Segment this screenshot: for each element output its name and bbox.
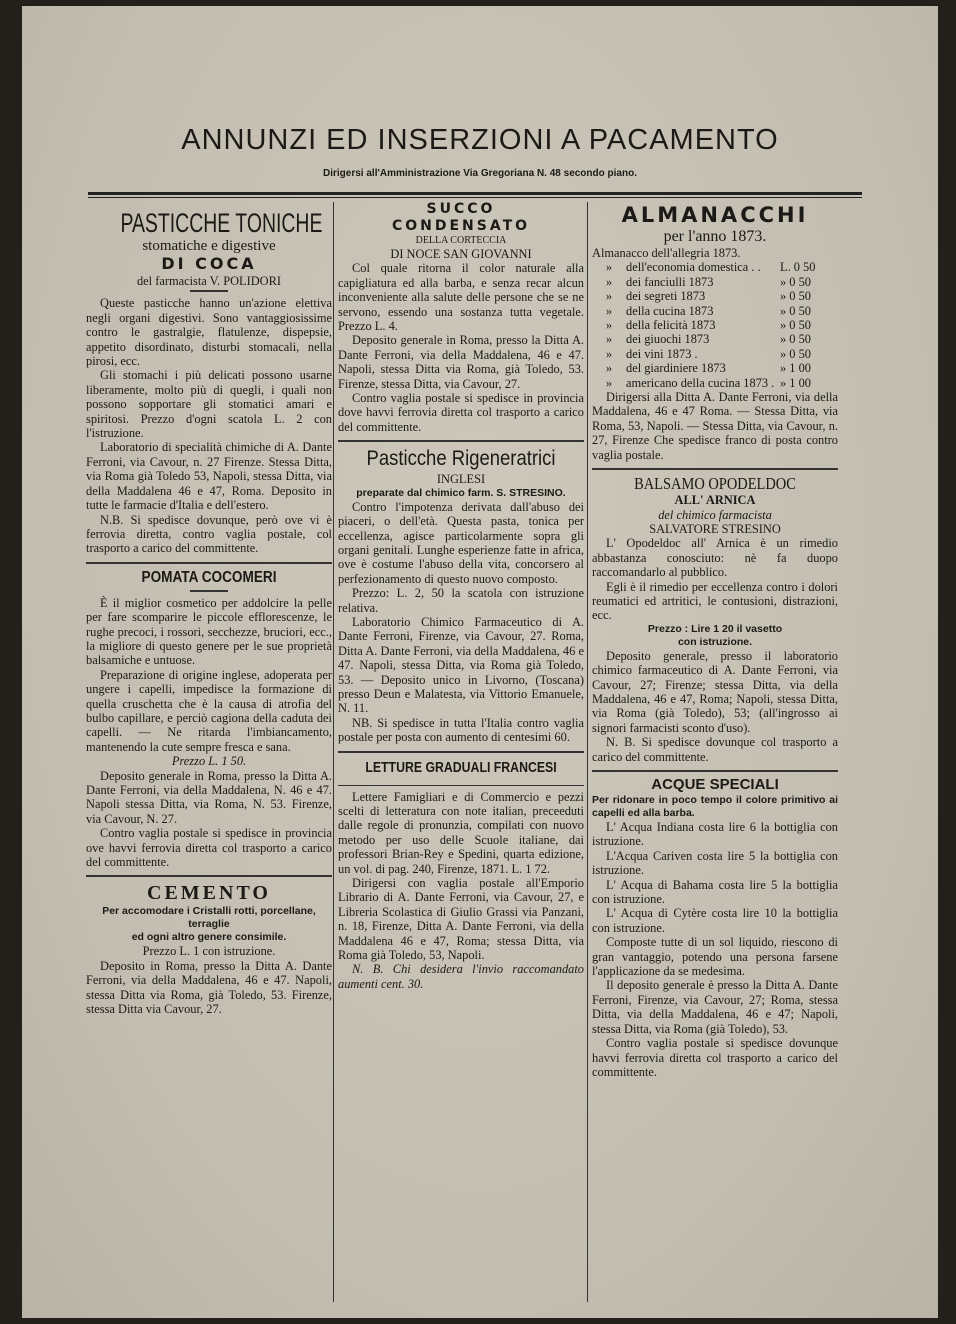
ad-paragraph: L' Acqua di Bahama costa lire 5 la bottiglia con istruzione. — [592, 877, 838, 907]
ad-paragraph: Deposito generale in Roma, presso la Ditta A. Dante Ferroni, via della Maddalena, N. 46 e 47. Napoli stessa Ditta, via Roma, N. 53. Firenze, via Cavour, N. 27. — [86, 768, 332, 826]
section-rule — [338, 751, 584, 753]
almanac-row — [592, 347, 838, 361]
almanac-title: dei vini 1873 . — [626, 346, 698, 361]
almanac-price: » 0 50 — [780, 346, 811, 361]
ad-title: Pasticche Rigeneratrici — [366, 447, 556, 471]
almanac-ditto-mark: » — [605, 260, 613, 275]
ad-title: LETTURE GRADUALI FRANCESI — [365, 758, 557, 776]
page-title: ANNUNZI ED INSERZIONI A PACAMENTO — [181, 124, 779, 156]
ad-subtitle: SALVATORE STRESINO — [649, 521, 781, 536]
ad-paragraph: Composte tutte di un sol liquido, riescono di gran vantaggio, potendo una persona farsene l'applicazione da se medesima. — [592, 935, 838, 979]
ad-paragraph: Deposito in Roma, presso la Ditta A. Dante Ferroni, via della Maddalena, 46 e 47. Napoli, stessa Ditta via Roma, già Toledo, 53. Firenze, stessa Ditta via Cavour, 27. — [86, 958, 332, 1017]
column-3 — [592, 202, 838, 1302]
almanac-ditto-mark: » — [605, 375, 613, 390]
ad-subtitle: del chimico farmacista — [658, 507, 772, 522]
almanac-title: dei giuochi 1873 — [626, 332, 710, 347]
ad-paragraph: Dirigersi con vaglia postale all'Emporio Librario di A. Dante Ferroni, via Cavour, 27, e Libreria Scolastica di Giulio Grassi via Panzani, n. 18, Firenze, Ditta A. Dante Ferroni, via della Maddalena 46 e 47, Roma; stessa Ditta, via Roma già Toledo, 53, Napoli. — [338, 876, 584, 963]
top-rule — [88, 192, 862, 195]
ad-paragraph: Contro vaglia postale si spedisce dovunque havvi ferrovia diretta col trasporto a carico del committente. — [592, 1036, 838, 1079]
ad-paragraph: Col quale ritorna il color naturale alla capigliatura ed alla barba, e senza recar alcun inconveniente alla salute delle persone che se ne servono, essendo una sostanza tutta vegetale. Prezzo L. 4. — [338, 261, 584, 334]
ad-subtitle: stomatiche e digestive — [142, 238, 276, 254]
ad-price: Prezzo L. 1 con istruzione. — [142, 944, 276, 959]
almanac-ditto-mark: » — [605, 332, 613, 347]
almanac-row — [592, 332, 838, 346]
almanac-ditto-mark: » — [605, 274, 613, 289]
ad-price: Prezzo : Lire 1 20 il vasetto — [647, 622, 783, 635]
ad-paragraph: Il deposito generale è presso la Ditta A. Dante Ferroni, Firenze, via Cavour, 27; Roma, stessa Ditta, via della Maddalena, 46 e 47; Napoli, stessa Ditta, via Roma (già Toledo), 53. — [592, 978, 838, 1036]
ad-paragraph: N.B. Si spedisce dovunque, però ove vi è ferrovia diretta, contro vaglia postale, col trasporto a carico del committente. — [86, 512, 332, 556]
almanac-title: del giardiniere 1873 — [626, 361, 726, 376]
ad-paragraph: Gli stomachi i più delicati possono usarne liberamente, molto più di quegli, i quali non possono sopportare gli stomatici amari e spiritosi. Prezzo d'ogni scatola L. 2 con l'istruzione. — [86, 368, 332, 441]
almanac-price: L. 0 50 — [780, 260, 816, 275]
ad-title: BALSAMO OPODELDOC — [634, 474, 796, 494]
ad-title: ACQUE SPECIALI — [651, 776, 779, 793]
almanac-price: » 0 50 — [780, 274, 811, 289]
ad-succo-condensato — [338, 202, 584, 434]
almanac-row — [592, 376, 838, 390]
ad-intro: Per ridonare in poco tempo il colore primitivo ai capelli ed alla barba. — [592, 794, 838, 819]
ad-paragraph: Laboratorio di specialità chimiche di A. Dante Ferroni, via Cavour, n. 27 Firenze. Stessa Ditta, via Roma già Toledo 53, Napoli, stessa Ditta, via della Maddalena 46 e 47, Roma. Deposito in tutte le farmacie d'Italia e dell'estero. — [86, 440, 332, 513]
almanac-price: » 0 50 — [780, 289, 811, 304]
ad-subtitle: DI NOCE SAN GIOVANNI — [390, 247, 532, 261]
separator — [190, 590, 228, 592]
ad-paragraph: L' Opodeldoc all' Arnica è un rimedio abbastanza conosciuto: nè fa duopo raccomandarlo al pubblico. — [592, 536, 838, 580]
ad-paragraph: Contro l'impotenza derivata dall'abuso dei piaceri, o dell'età. Questa pasta, tonica per eccellenza, agisce particolarmente sopra gli organi genitali. Lunghe esperienze fatte in africa, ove è costume l'abuso della vita, concorsero al perfezionamento di questo nuovo composto. — [338, 499, 584, 586]
almanac-ditto-mark: » — [605, 303, 613, 318]
ad-paragraph: NB. Si spedisce in tutta l'Italia contro vaglia postale per posta con aumento di centesimi 60. — [338, 715, 584, 745]
almanac-row — [592, 304, 838, 318]
ad-paragraph: Laboratorio Chimico Farmaceutico di A. Dante Ferroni, Firenze, via Cavour, 27. Roma, Ditta A. Dante Ferroni, via della Maddalena, 46 e 47. Napoli, stessa Ditta, via Roma già Toledo, 53. — Deposito unico in Livorno, (Toscana) presso Deun e Malatesta, via Vittorio Emanuele, N. 11. — [338, 614, 584, 716]
ad-paragraph: Prezzo: L. 2, 50 la scatola con istruzione relativa. — [338, 586, 584, 615]
ad-paragraph: Contro vaglia postale si spedisce in provincia dove havvi ferrovia diretta col trasporto a carico del committente. — [338, 391, 584, 434]
ad-title: CONDENSATO — [391, 218, 531, 234]
ad-subtitle: Per accomodare i Cristalli rotti, porcellane, terraglie — [102, 905, 316, 931]
almanac-ditto-mark: » — [605, 361, 613, 376]
section-rule — [86, 875, 332, 877]
column-2 — [338, 202, 584, 1302]
ad-subtitle: DELLA CORTECCIA — [415, 235, 507, 246]
ad-paragraph: Contro vaglia postale si spedisce in provincia ove havvi ferrovia diretta col trasporto a carico del committente. — [86, 826, 332, 870]
ad-author: del farmacista V. POLIDORI — [136, 274, 282, 288]
section-rule — [592, 770, 838, 772]
ad-title: POMATA COCOMERI — [141, 568, 277, 586]
ad-subtitle: per l'anno 1873. — [663, 228, 767, 245]
almanac-row — [592, 275, 838, 289]
ad-price: Prezzo L. 1 50. — [171, 754, 247, 769]
top-rule-thin — [88, 197, 862, 198]
ad-paragraph: L' Acqua Indiana costa lire 6 la bottiglia con istruzione. — [592, 820, 838, 849]
almanac-row — [592, 361, 838, 375]
ad-paragraph: Deposito generale, presso il laboratorio chimico farmaceutico di A. Dante Ferroni, via Cavour, 27; Firenze; stessa Ditta, via della Maddalena, 46 e 47, Roma; Napoli, stessa Ditta, via Roma (già Toledo), 53; (all'ingrosso ai signori farmacisti sconto d'uso). — [592, 648, 838, 735]
ad-title: ALMANACCHI — [621, 203, 809, 227]
separator — [190, 290, 228, 292]
almanac-price: » 1 00 — [780, 375, 811, 390]
ad-paragraph: Almanacco dell'allegria 1873. — [592, 246, 741, 260]
almanac-title: americano della cucina 1873 . — [626, 375, 775, 390]
ad-pomata-cocomeri — [86, 568, 332, 870]
almanac-price: » 0 50 — [780, 332, 811, 347]
column-divider — [333, 202, 334, 1302]
ad-paragraph: Egli è il rimedio per eccellenza contro i dolori reumatici ed artritici, le contusioni, distrazioni, ecc. — [592, 579, 838, 623]
page-subtitle: Dirigersi all'Amministrazione Via Gregoriana N. 48 secondo piano. — [323, 168, 637, 179]
ad-paragraph: Deposito generale in Roma, presso la Ditta A. Dante Ferroni, via della Maddalena, 46 e 47. Napoli, stessa Ditta via Roma, già Toledo, 53. Firenze, stessa Ditta, via Cavour, 27. — [338, 333, 584, 391]
ad-acque-speciali — [592, 776, 838, 1079]
almanac-title: dell'economia domestica . . — [626, 260, 761, 275]
almanac-row — [592, 260, 838, 274]
ad-pasticche-toniche — [86, 208, 332, 556]
ad-paragraph: N. B. Si spedisce dovunque col trasporto a carico del committente. — [592, 735, 838, 764]
newspaper-page — [22, 6, 938, 1318]
almanac-ditto-mark: » — [605, 289, 613, 304]
ad-paragraph: È il miglior cosmetico per addolcire la pelle per fare scomparire le piccole efflorescenze, le rughe precoci, i rossori, secchezze, bruciori, ecc., la migliore di questo genere per le sue proprietà balsamiche e untuose. — [86, 595, 332, 668]
almanac-title: della felicità 1873 — [626, 318, 716, 333]
ad-paragraph: Dirigersi alla Ditta A. Dante Ferroni, via della Maddalena, 46 e 47 Roma. — Stessa Ditta, via Roma, 53, Napoli. — Stessa Ditta, via Cavour, n. 27, Firenze Che spedisce franco di posta contro vaglia postale. — [592, 390, 838, 462]
almanac-title: dei segreti 1873 — [626, 289, 706, 304]
ad-paragraph: Preparazione di origine inglese, adoperata per ungere i capelli, impedisce la formazione di quella cruschetta che è la causa di atrofia del bulbo capillare, e perciò cagiona della caduta dei capelli. — Ne ritarda l'imbiancamento, mantenendo la cute sempre fresca e sana. — [86, 667, 332, 754]
column-1 — [86, 202, 332, 1302]
almanac-row — [592, 318, 838, 332]
almanac-row — [592, 289, 838, 303]
ad-cemento — [86, 881, 332, 1016]
almanac-title: dei fanciulli 1873 — [626, 274, 714, 289]
ad-balsamo-opodeldoc — [592, 474, 838, 764]
ad-subtitle: preparate dal chimico farm. S. STRESINO. — [356, 486, 566, 499]
ad-paragraph: N. B. Chi desidera l'invio raccomandato aumenti cent. 30. — [338, 962, 584, 991]
almanac-title: della cucina 1873 — [626, 303, 714, 318]
section-rule — [338, 440, 584, 442]
almanac-price: » 1 00 — [780, 361, 811, 376]
section-rule — [592, 468, 838, 470]
ad-price: con istruzione. — [677, 635, 753, 648]
ad-brand: DI COCA — [161, 254, 257, 273]
ad-paragraph: Queste pasticche hanno un'azione elettiva negli organi digestivi. Sono vantaggiosissime contro le gastralgie, flatulenze, dispepsie, appetito disordinato, disturbi stomacali, nella pirosi, ecc. — [86, 296, 332, 369]
section-rule — [86, 562, 332, 564]
ad-subtitle: ALL' ARNICA — [674, 493, 756, 508]
almanac-price: » 0 50 — [780, 318, 811, 333]
ad-subtitle: INGLESI — [436, 472, 486, 487]
ad-pasticche-rigeneratrici — [338, 446, 584, 744]
ad-title: SUCCO — [426, 202, 496, 217]
ad-letture-francesi — [338, 757, 584, 992]
ad-paragraph: L' Acqua di Cytère costa lire 10 la bottiglia con istruzione. — [592, 906, 838, 935]
ad-title: CEMENTO — [147, 882, 271, 905]
column-divider — [587, 202, 588, 1302]
ad-title: PASTICCHE TONICHE — [120, 208, 323, 238]
section-rule — [338, 785, 584, 786]
almanac-ditto-mark: » — [605, 318, 613, 333]
ad-paragraph: Lettere Famigliari e di Commercio e pezzi scelti di letteratura con note italian, preceeduti dalle regole di pronunzia, compilati con nuovo metodo per uso delle Scuole italiane, dai professori Brian-Rey e Spedini, quarta edizione, un vol. di pag. 240, Firenze, 1871. L. 1 72. — [338, 789, 584, 876]
almanac-price: » 0 50 — [780, 303, 811, 318]
almanac-ditto-mark: » — [605, 346, 613, 361]
ad-paragraph: L'Acqua Cariven costa lire 5 la bottiglia con istruzione. — [592, 848, 838, 878]
ad-subtitle: ed ogni altro genere consimile. — [131, 931, 287, 944]
almanac-list — [592, 260, 838, 390]
ad-almanacchi — [592, 202, 838, 462]
